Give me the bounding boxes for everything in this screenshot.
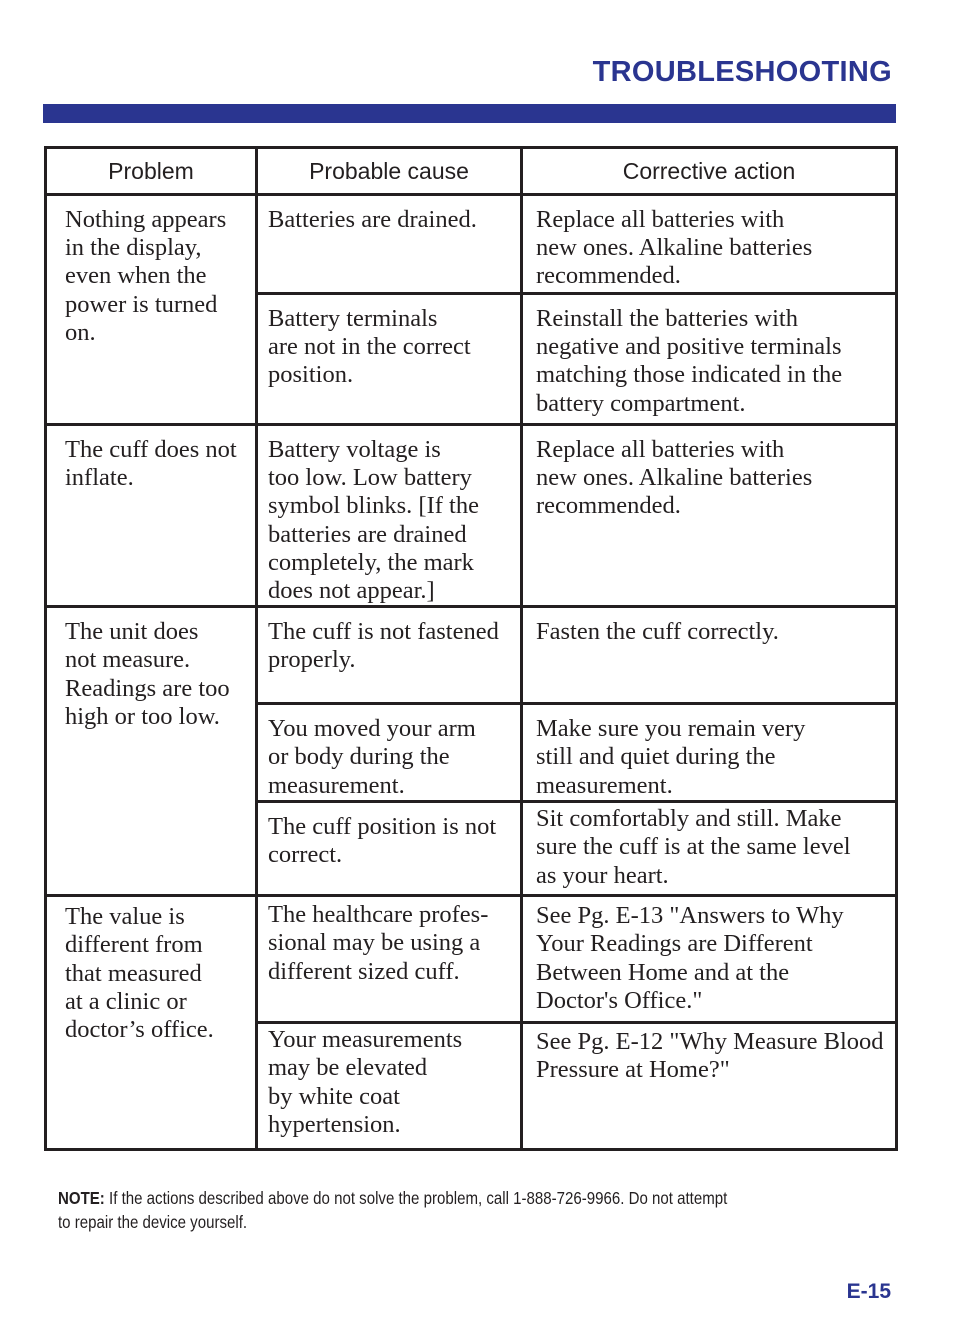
cause-cell [257,195,522,294]
action-cell [522,1023,897,1150]
problem-cell [46,896,257,1150]
problem-text: The value is different from that measured at a clinic or doctor’s office. [65,903,214,1044]
table-row [46,607,897,704]
header-problem: Problem [46,148,257,195]
problem-text: The unit does not measure. Readings are too high or too low. [65,618,230,730]
cause-text: You moved your arm or body during the measurement. [268,715,476,799]
problem-cell [46,425,257,607]
action-cell [522,704,897,802]
cause-text: The healthcare profes- sional may be using a different sized cuff. [268,901,489,985]
cause-cell [257,1023,522,1150]
cause-cell [257,704,522,802]
problem-text: Nothing appears in the display, even when the power is turned on. [65,206,227,346]
cause-text: The cuff is not fastened properly. [268,618,499,674]
cause-text: The cuff position is not correct. [268,813,497,869]
action-cell [522,896,897,1023]
action-text: See Pg. E-12 "Why Measure Blood Pressure at Home?" [536,1028,884,1084]
cause-cell [257,294,522,425]
action-cell [522,195,897,294]
problem-text: The cuff does not inflate. [65,436,237,492]
header-probable-cause: Probable cause [257,148,522,195]
title-divider-bar [43,104,896,123]
header-corrective-action: Corrective action [522,148,897,195]
note-line-1 [58,1186,858,1210]
action-text: Sit comfortably and still. Make sure the cuff is at the same level as your heart. [536,805,851,889]
table-row [46,195,897,294]
action-text: Reinstall the batteries with negative and positive terminals matching those indicated in the battery compartment. [536,305,843,417]
cause-cell [257,896,522,1023]
troubleshooting-table [44,146,898,1151]
action-cell [522,802,897,896]
table-header-row [46,148,897,195]
cause-cell [257,802,522,896]
cause-cell [257,607,522,704]
problem-cell [46,195,257,425]
action-cell [522,294,897,425]
action-text: Replace all batteries with new ones. Alkaline batteries recommended. [536,436,813,520]
table-row [46,425,897,607]
action-cell [522,607,897,704]
action-cell [522,425,897,607]
note-text-1: If the actions described above do not solve the problem, call 1-888-726-9966. Do not attempt [109,1188,728,1208]
action-text: Replace all batteries with new ones. Alkaline batteries recommended. [536,206,813,290]
cause-cell [257,425,522,607]
note-paragraph [58,1186,858,1234]
action-text: Make sure you remain very still and quiet during the measurement. [536,715,806,799]
page-title: TROUBLESHOOTING [592,56,892,88]
cause-text: Battery voltage is too low. Low battery symbol blinks. [If the batteries are drained completely, the mark does not appear.] [268,436,479,605]
page-number: E-15 [846,1280,891,1303]
problem-cell [46,607,257,896]
cause-text: Battery terminals are not in the correct position. [268,305,471,389]
action-text: See Pg. E-13 "Answers to Why Your Readings are Different Between Home and at the Doctor's Office." [536,902,844,1014]
table-row [46,896,897,1023]
action-text: Fasten the cuff correctly. [536,618,779,646]
cause-text: Your measurements may be elevated by white coat hypertension. [268,1026,463,1138]
note-label: NOTE: [58,1188,105,1208]
cause-text: Batteries are drained. [268,206,477,233]
note-text-2: to repair the device yourself. [58,1212,248,1232]
